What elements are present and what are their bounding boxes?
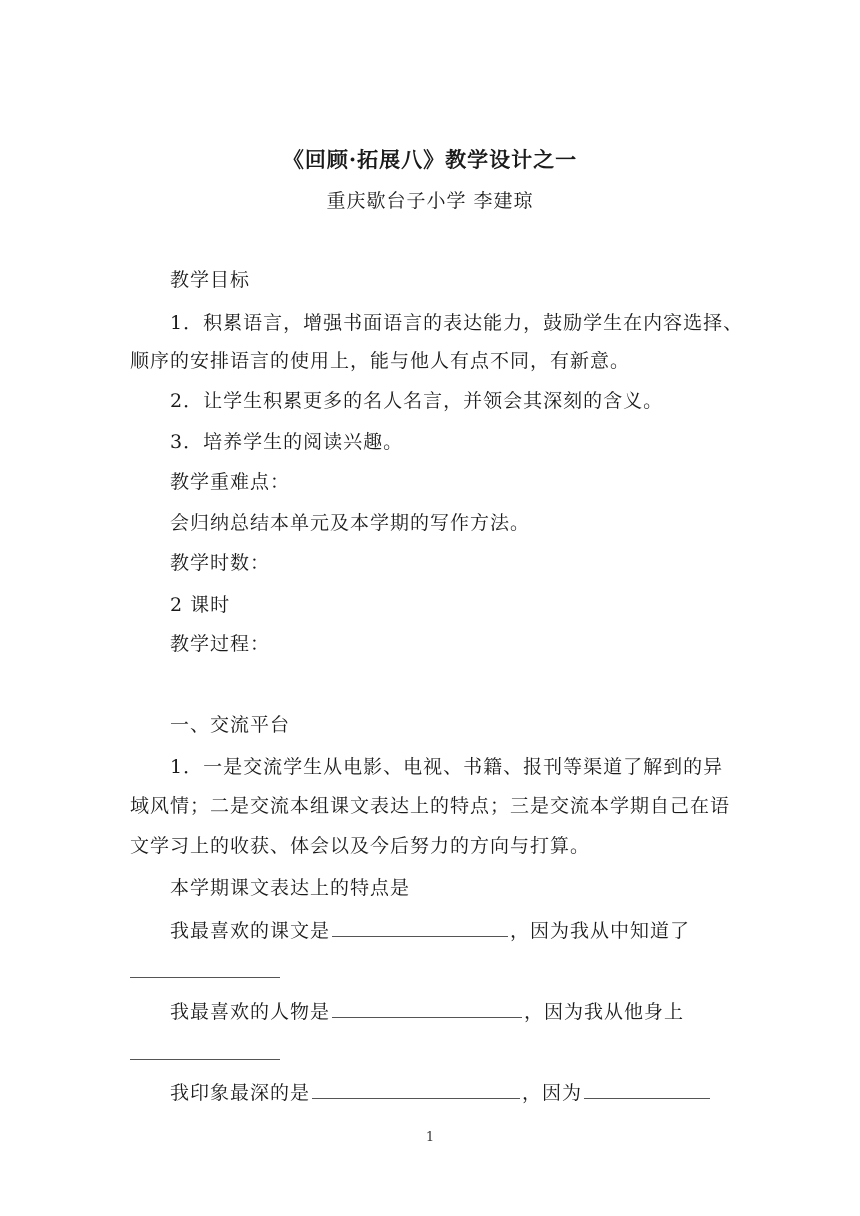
blank-line	[332, 914, 508, 937]
fill-middle: ，因为我从中知道了	[510, 920, 691, 942]
exchange-para-line-3: 文学习上的收获、体会以及今后努力的方向与打算。	[130, 835, 591, 857]
goal-1-line-1: 1．积累语言，增强书面语言的表达能力，鼓励学生在内容选择、	[170, 312, 744, 334]
fill-in-continuation	[130, 955, 740, 987]
class-hours-text: 2 课时	[170, 594, 231, 616]
fill-in-favorite-text	[130, 914, 780, 946]
key-points-text: 会归纳总结本单元及本学期的写作方法。	[170, 512, 531, 534]
blank-line	[312, 1076, 520, 1099]
fill-in-deepest-impression	[130, 1076, 780, 1108]
heading-process: 教学过程：	[170, 633, 271, 655]
heading-teaching-goals: 教学目标	[170, 269, 251, 291]
heading-key-points: 教学重难点：	[170, 471, 291, 493]
exchange-para-line-2: 域风情；二是交流本组课文表达上的特点；三是交流本学期自己在语	[130, 795, 731, 817]
blank-line	[584, 1076, 710, 1099]
features-prompt: 本学期课文表达上的特点是	[170, 877, 411, 899]
fill-middle: ，因为	[522, 1082, 583, 1104]
goal-2: 2．让学生积累更多的名人名言，并领会其深刻的含义。	[170, 390, 664, 412]
fill-prefix: 我最喜欢的课文是	[170, 920, 331, 942]
blank-line	[332, 995, 522, 1018]
fill-prefix: 我印象最深的是	[170, 1082, 311, 1104]
exchange-para-line-1: 1．一是交流学生从电影、电视、书籍、报刊等渠道了解到的异	[170, 756, 724, 778]
author-line: 重庆歇台子小学 李建琼	[326, 190, 534, 212]
fill-in-continuation	[130, 1037, 740, 1069]
document-title: 《回顾·拓展八》教学设计之一	[282, 147, 578, 172]
goal-3: 3．培养学生的阅读兴趣。	[170, 431, 404, 453]
fill-middle: ，因为我从他身上	[524, 1001, 685, 1023]
section-heading-exchange: 一、交流平台	[170, 714, 291, 736]
blank-line	[130, 1037, 280, 1060]
blank-line	[130, 955, 280, 978]
fill-prefix: 我最喜欢的人物是	[170, 1001, 331, 1023]
goal-1-line-2: 顺序的安排语言的使用上，能与他人有点不同，有新意。	[130, 350, 631, 372]
heading-class-hours: 教学时数：	[170, 552, 271, 574]
page-number: 1	[425, 1130, 435, 1145]
fill-in-favorite-person	[130, 995, 780, 1027]
